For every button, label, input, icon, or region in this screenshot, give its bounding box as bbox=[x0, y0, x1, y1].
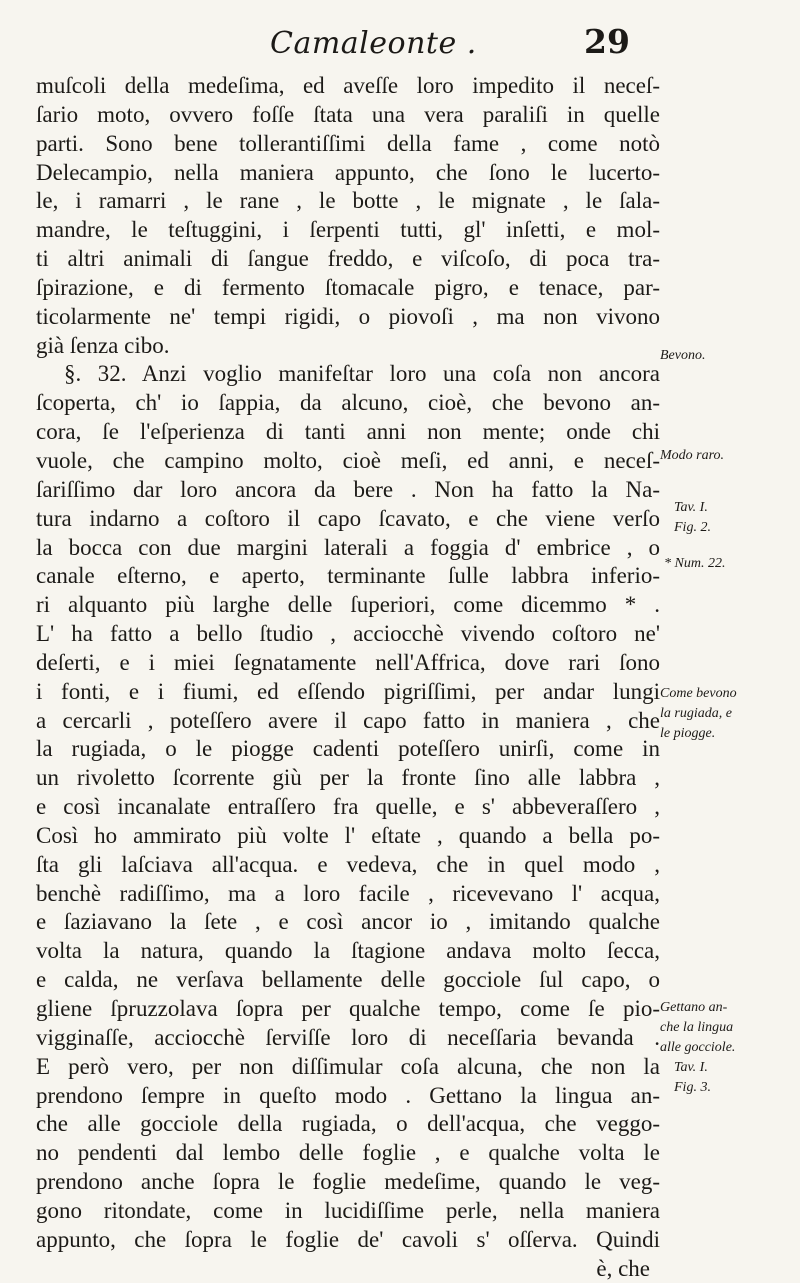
text-line: appunto, che ſopra le foglie de' cavoli s' oſſerva. Quindi bbox=[36, 1226, 660, 1252]
text-line: canale eſterno, e aperto, terminante ſulle labbra inferio- bbox=[36, 563, 660, 589]
margin-note-fig3: Fig. 3. bbox=[674, 1080, 711, 1095]
text-line: ſario moto, ovvero foſſe ſtata una vera paraliſi in quelle bbox=[36, 101, 660, 127]
text-line: deſerti, e i miei ſegnatamente nell'Affrica, dove rari ſono bbox=[36, 649, 660, 675]
text-line: ticolarmente ne' tempi rigidi, o piovoſi , ma non vivono bbox=[36, 303, 660, 329]
text-line: già ſenza cibo. bbox=[36, 332, 170, 358]
margin-note-num: * Num. 22. bbox=[664, 556, 726, 571]
running-title: Camaleonte . bbox=[270, 26, 477, 61]
margin-note-bevono: Bevono. bbox=[660, 348, 706, 363]
margin-note-tav1b: Tav. I. bbox=[674, 1060, 708, 1075]
text-line: gliene ſpruzzolava ſopra per qualche tempo, come ſe pio- bbox=[36, 996, 660, 1021]
text-line: ſariſſimo dar loro ancora da bere . Non ha fatto la Na- bbox=[36, 476, 660, 502]
margin-note-come-bevono-1: Come bevono bbox=[660, 686, 737, 701]
text-line: L' ha fatto a bello ſtudio , acciocchè vivendo coſtoro ne' bbox=[36, 621, 660, 647]
body-text bbox=[36, 72, 660, 1283]
text-line: benchè radiſſimo, ma a loro facile , ricevevano l' acqua, bbox=[36, 880, 660, 906]
margin-note-gettano-1: Gettano an- bbox=[660, 1000, 728, 1015]
text-line: a cercarli , poteſſero avere il capo fatto in maniera , che bbox=[36, 707, 660, 733]
text-line: parti. Sono bene tollerantiſſimi della fame , come notò bbox=[36, 130, 660, 156]
text-line: Così ho ammirato più volte l' eſtate , quando a bella po- bbox=[36, 822, 660, 848]
text-line: Delecampio, nella maniera appunto, che ſono le lucerto- bbox=[36, 159, 660, 185]
text-line: E però vero, per non diſſimular coſa alcuna, che non la bbox=[36, 1053, 660, 1079]
text-line: che alle gocciole della rugiada, o dell'acqua, che veggo- bbox=[36, 1111, 660, 1137]
text-line: muſcoli della medeſima, ed aveſſe loro impedito il neceſ- bbox=[36, 73, 660, 98]
text-line: tura indarno a coſtoro il capo ſcavato, e che viene verſo bbox=[36, 505, 660, 531]
page-number: 29 bbox=[584, 22, 630, 61]
text-line: ri alquanto più larghe delle ſuperiori, come dicemmo * . bbox=[36, 592, 660, 618]
text-line: ſta gli laſciava all'acqua. e vedeva, che in quel modo , bbox=[36, 851, 660, 877]
text-line: un rivoletto ſcorrente giù per la fronte ſino alle labbra , bbox=[36, 765, 660, 791]
page-header bbox=[0, 22, 800, 66]
text-line: prendono ſempre in queſto modo . Gettano la lingua an- bbox=[36, 1082, 660, 1108]
text-line: §. 32. Anzi voglio manifeſtar loro una coſa non ancora bbox=[64, 361, 660, 387]
margin-note-gettano-3: alle gocciole. bbox=[660, 1040, 736, 1055]
margin-note-come-bevono-2: la rugiada, e bbox=[660, 706, 732, 721]
catchword: è, che bbox=[596, 1255, 650, 1281]
text-line: cora, ſe l'eſperienza di tanti anni non mente; onde chi bbox=[36, 419, 660, 445]
margin-note-fig2: Fig. 2. bbox=[674, 520, 711, 535]
text-line: vigginaſſe, acciocchè ſerviſſe loro di neceſſaria bevanda . bbox=[36, 1024, 660, 1050]
text-line: le, i ramarri , le rane , le botte , le mignate , le ſala- bbox=[36, 188, 660, 214]
text-line: i fonti, e i fiumi, ed eſſendo pigriſſimi, per andar lungi bbox=[36, 678, 660, 704]
margin-note-gettano-2: che la lingua bbox=[660, 1020, 734, 1035]
text-line: la rugiada, o le piogge cadenti poteſſero unirſi, come in bbox=[36, 736, 660, 762]
text-line: volta la natura, quando la ſtagione andava molto ſecca, bbox=[36, 938, 660, 964]
text-line: e così incanalate entraſſero fra quelle, e s' abbeveraſſero , bbox=[36, 794, 660, 820]
text-line: ſpirazione, e di fermento ſtomacale pigro, e tenace, par- bbox=[36, 274, 660, 300]
text-line: ti altri animali di ſangue freddo, e viſcoſo, di poca tra- bbox=[36, 246, 660, 272]
text-line: gono ritondate, come in lucidiſſime perle, nella maniera bbox=[36, 1197, 660, 1223]
margin-note-come-bevono-3: le piogge. bbox=[660, 726, 716, 741]
text-line: mandre, le teſtuggini, i ſerpenti tutti, gl' inſetti, e mol- bbox=[36, 217, 660, 243]
margin-note-tav1: Tav. I. bbox=[674, 500, 708, 515]
text-line: e calda, ne verſava bellamente delle gocciole ſul capo, o bbox=[36, 967, 660, 993]
margin-note-modo-raro: Modo raro. bbox=[660, 448, 725, 463]
text-line: prendono anche ſopra le foglie medeſime, quando le veg- bbox=[36, 1169, 660, 1195]
text-line: la bocca con due margini laterali a foggia d' embrice , o bbox=[36, 534, 660, 560]
text-line: ſcoperta, ch' io ſappia, da alcuno, cioè, che bevono an- bbox=[36, 390, 660, 416]
text-line: vuole, che campino molto, cioè meſi, ed anni, e neceſ- bbox=[36, 447, 660, 473]
text-line: no pendenti dal lembo delle foglie , e qualche volta le bbox=[36, 1140, 660, 1166]
text-line: e ſaziavano la ſete , e così ancor io , imitando qualche bbox=[36, 909, 660, 935]
